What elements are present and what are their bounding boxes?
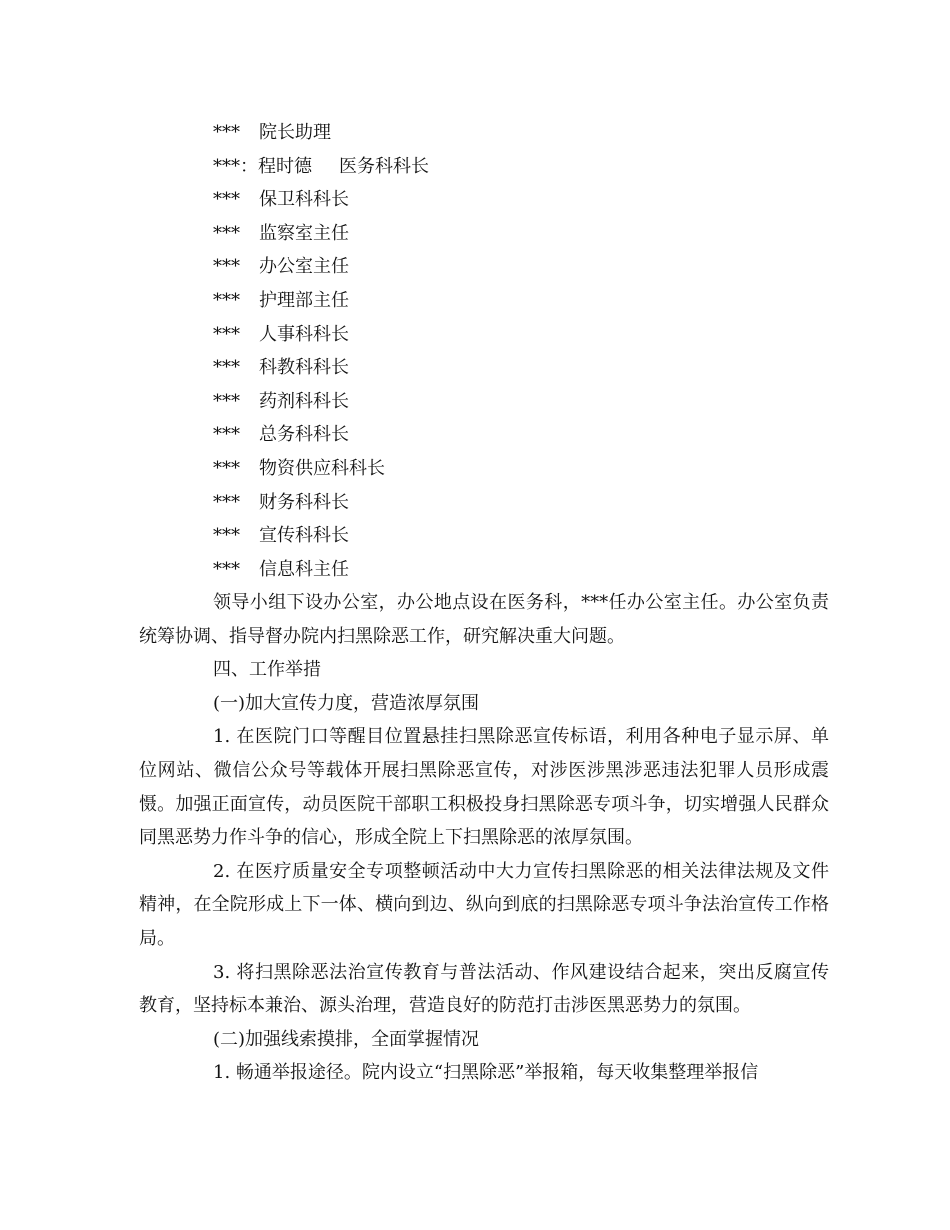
member-row [213, 519, 429, 553]
member-mark: *** [213, 122, 240, 143]
member-row [213, 418, 429, 452]
member-mark: *** [213, 457, 240, 479]
member-row [213, 486, 429, 520]
member-mark: *** [213, 289, 240, 311]
member-role: 宣传科科长 [259, 525, 349, 547]
member-row [213, 183, 429, 217]
document-body [139, 586, 829, 1090]
member-role: 科教科科长 [259, 357, 349, 379]
member-mark: *** [213, 256, 240, 278]
member-row [213, 116, 429, 150]
member-role: 保卫科科长 [259, 189, 349, 211]
paragraph-item: 3. 将扫黑除恶法治宣传教育与普法活动、作风建设结合起来，突出反腐宣传教育，坚持标本兼治、源头治理，营造良好的防范打击涉医黑恶势力的氛围。 [139, 961, 829, 1017]
paragraph-item: 1. 畅通举报途径。院内设立“扫黑除恶”举报箱，每天收集整理举报信 [213, 1062, 759, 1084]
member-mark: *** [213, 390, 240, 412]
member-mark: *** [213, 424, 240, 446]
member-mark: *** [213, 323, 240, 345]
member-role: 物资供应科科长 [259, 457, 385, 479]
member-row [213, 351, 429, 385]
member-role: 护理部主任 [259, 289, 349, 311]
member-role: 办公室主任 [259, 256, 349, 278]
office-paragraph: 领导小组下设办公室，办公地点设在医务科，***任办公室主任。办公室负责统筹协调、指导督办院内扫黑除恶工作，研究解决重大问题。 [139, 592, 829, 647]
member-row [213, 250, 429, 284]
member-role: 信息科主任 [259, 558, 349, 580]
member-role: 财务科科长 [259, 491, 349, 513]
member-mark: ***： [213, 155, 258, 177]
paragraph-item: 2. 在医疗质量安全专项整顿活动中大力宣传扫黑除恶的相关法律法规及文件精神，在全院形成上下一体、横向到边、纵向到底的扫黑除恶专项斗争法治宣传工作格局。 [139, 860, 829, 949]
section-heading-work-measures: 四、工作举措 [213, 659, 321, 681]
member-name: 程时德 [258, 155, 312, 177]
member-role: 总务科科长 [259, 424, 349, 446]
leadership-member-list [213, 116, 429, 586]
member-role: 药剂科科长 [259, 390, 349, 412]
member-row [213, 385, 429, 419]
member-mark: *** [213, 558, 240, 580]
subsection-heading-publicity: (一)加大宣传力度，营造浓厚氛围 [213, 692, 480, 714]
member-mark: *** [213, 525, 240, 547]
member-row [213, 452, 429, 486]
member-row [213, 553, 429, 587]
member-mark: *** [213, 189, 240, 211]
member-role: 院长助理 [259, 122, 331, 143]
subsection-heading-clues: (二)加强线索摸排，全面掌握情况 [213, 1028, 480, 1050]
paragraph-item: 1. 在医院门口等醒目位置悬挂扫黑除恶宣传标语，利用各种电子显示屏、单位网站、微信公众号等载体开展扫黑除恶宣传，对涉医涉黑涉恶违法犯罪人员形成震慑。加强正面宣传，动员医院干部职工积极投身扫黑除恶专项斗争，切实增强人民群众同黑恶势力作斗争的信心，形成全院上下扫黑除恶的浓厚氛围。 [139, 726, 829, 849]
member-row [213, 150, 429, 184]
member-mark: *** [213, 491, 240, 513]
member-row [213, 217, 429, 251]
member-row [213, 284, 429, 318]
member-mark: *** [213, 222, 240, 244]
member-role: 监察室主任 [259, 222, 349, 244]
member-mark: *** [213, 357, 240, 379]
member-role: 人事科科长 [259, 323, 349, 345]
member-role: 医务科科长 [339, 155, 429, 177]
member-row [213, 318, 429, 352]
